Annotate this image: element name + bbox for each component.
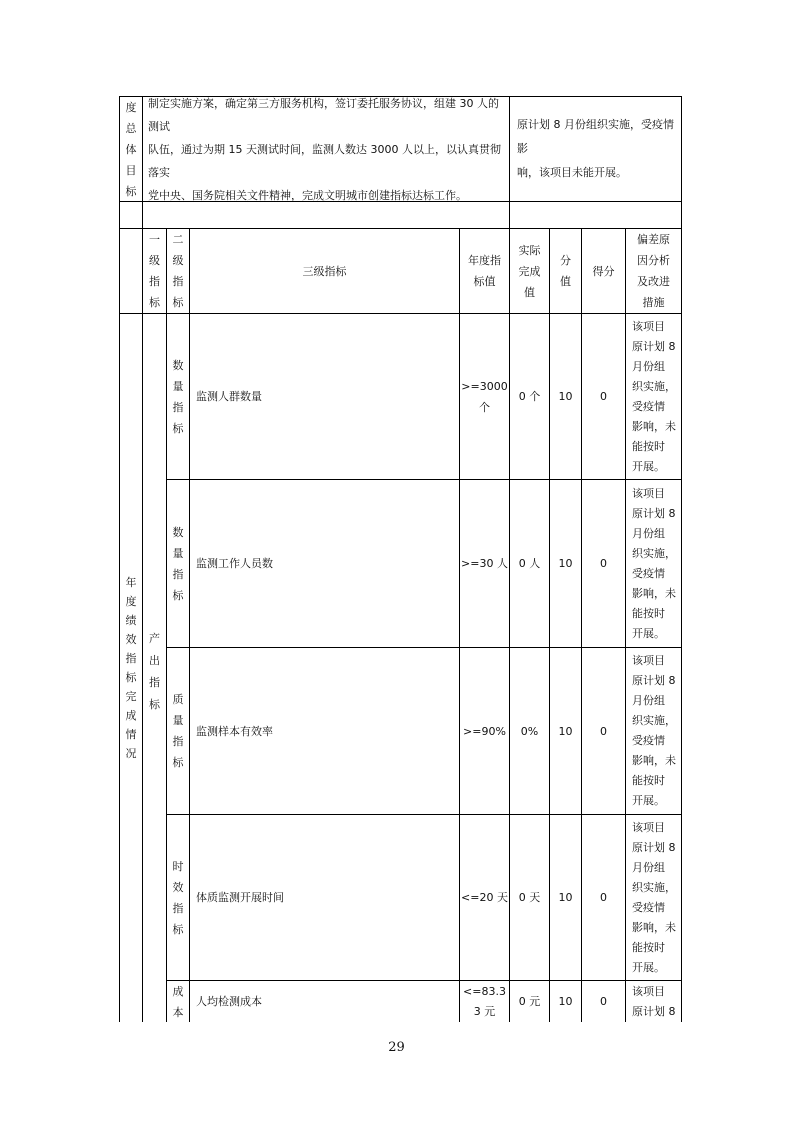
goal-status-text: 原计划 8 月份组织实施，受疫情影 响，该项目未能开展。 — [517, 118, 674, 179]
row-level2: 质 量 指 标 — [172, 693, 184, 769]
row-score: 0 — [600, 891, 607, 904]
row-points: 10 — [558, 724, 573, 738]
header-score-value: 分 值 — [560, 254, 571, 288]
row-target: <=20 天 — [461, 891, 508, 904]
row-points: 10 — [558, 995, 573, 1008]
row-actual: 0 人 — [518, 557, 541, 570]
row-level3: 人均检测成本 — [196, 995, 262, 1008]
header-level1: 一 级 指 标 — [149, 233, 160, 309]
row-target: >=3000 个 — [461, 379, 508, 414]
rule — [119, 201, 682, 202]
row-actual: 0 元 — [518, 995, 541, 1008]
row-level2: 数 量 指 标 — [172, 525, 184, 602]
goal-status — [517, 97, 679, 201]
row-actual: 0% — [520, 724, 539, 738]
row-level3: 监测样本有效率 — [196, 724, 273, 738]
goal-content — [148, 97, 506, 201]
header-score: 得分 — [592, 264, 615, 278]
row-deviation: 该项目 原计划 8 月份组 织实施， 受疫情 影响，未 能按时 开展。 — [632, 486, 676, 640]
row-deviation: 该项目 原计划 8 月份组 织实施， 受疫情 影响，未 能按时 开展。 — [632, 319, 676, 473]
row-score: 0 — [600, 390, 607, 403]
goal-label — [120, 97, 142, 201]
row-target: >=90% — [463, 724, 506, 738]
row-level2: 成 本 — [172, 984, 184, 1019]
row-deviation: 该项目 原计划 8 月份组 织实施， 受疫情 影响，未 能按时 开展。 — [632, 654, 676, 807]
header-level3: 三级指标 — [302, 264, 347, 278]
row-target: >=30 人 — [461, 557, 508, 570]
row-level3: 体质监测开展时间 — [196, 891, 284, 904]
level1-label: 产 出 指 标 — [149, 632, 160, 711]
row-points: 10 — [558, 390, 573, 403]
row-deviation: 该项目 原计划 8 月份组 织实施， 受疫情 影响，未 能按时 开展。 — [632, 820, 676, 974]
row-score: 0 — [600, 995, 607, 1008]
row-score: 0 — [600, 557, 607, 570]
row-target: <=83.3 3 元 — [463, 984, 506, 1018]
goal-label-text: 度 总 体 目 标 — [125, 100, 137, 198]
row-points: 10 — [558, 557, 573, 570]
header-annual-value: 年度指 标值 — [468, 254, 501, 288]
header-deviation: 偏差原 因分析 及改进 措施 — [637, 233, 670, 309]
row-deviation: 该项目 原计划 8 — [632, 984, 676, 1018]
row-level2: 数 量 指 标 — [172, 358, 184, 435]
page-number: 29 — [388, 1040, 405, 1055]
rule — [625, 228, 626, 1022]
header-level2: 二 级 指 标 — [172, 233, 184, 309]
row-level3: 监测人群数量 — [196, 390, 262, 403]
section-label: 年 度 绩 效 指 标 完 成 情 况 — [125, 576, 137, 760]
rule — [189, 228, 190, 1022]
row-level2: 时 效 指 标 — [172, 859, 184, 936]
rule — [681, 96, 682, 1022]
row-actual: 0 个 — [518, 390, 541, 403]
row-score: 0 — [600, 724, 607, 738]
row-level3: 监测工作人员数 — [196, 557, 273, 570]
row-actual: 0 天 — [518, 891, 541, 904]
header-actual: 实际 完成 值 — [518, 243, 541, 299]
goal-content-text: 制定实施方案，确定第三方服务机构，签订委托服务协议，组建 30 人的测试 队伍，通过为期 15 天测试时间，监测人数达 3000 人以上，以认真贯彻落实 党中央、国务院相关文件精神，完成文明城市创建指标达标工作。 — [148, 97, 501, 201]
row-points: 10 — [558, 891, 573, 904]
